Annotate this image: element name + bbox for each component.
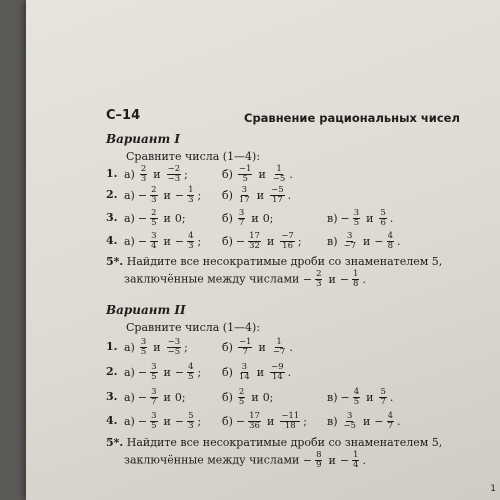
exercise-part [222, 361, 291, 383]
conjunction: и [256, 188, 265, 202]
exercise-part [124, 230, 201, 252]
part-label: б) [222, 340, 233, 354]
punctuation: . [389, 390, 394, 404]
numerator: 5 [380, 207, 386, 218]
numerator: 2 [140, 163, 147, 174]
conjunction: и [251, 390, 259, 404]
fraction [150, 412, 157, 431]
exercise-part [124, 410, 201, 432]
part-label: а) [124, 390, 135, 404]
fraction [280, 232, 295, 251]
numerator: 17 [249, 230, 260, 241]
conjunction: и [163, 414, 171, 428]
exercise-part [222, 207, 273, 229]
denominator: −7 [272, 346, 286, 357]
numerator: −2 [167, 163, 181, 174]
instruction: Сравните числа (1—4): [126, 321, 261, 334]
numerator: 2 [238, 386, 245, 397]
numerator: 3 [241, 184, 248, 195]
punctuation: . [287, 365, 292, 379]
numerator: 4 [188, 361, 194, 372]
fraction [387, 412, 394, 431]
numerator: 1 [188, 184, 194, 195]
denominator: 5 [151, 217, 157, 228]
denominator: 6 [380, 217, 386, 228]
denominator: 32 [249, 240, 260, 251]
numerator: 2 [151, 207, 157, 218]
punctuation: ; [197, 414, 202, 428]
fraction [379, 209, 386, 228]
conjunction: и [266, 414, 275, 428]
numerator: −3 [167, 336, 181, 347]
conjunction: и [163, 365, 171, 379]
denominator: 36 [249, 420, 260, 431]
exercise-number: 3. [106, 211, 118, 224]
fraction [238, 363, 251, 382]
fraction [187, 232, 194, 251]
part-label: б) [222, 167, 233, 181]
exercise-number: 1. [106, 340, 118, 353]
punctuation: ; [184, 167, 188, 181]
punctuation: . [362, 453, 366, 467]
minus-sign: − [302, 272, 313, 286]
punctuation: ; [303, 414, 307, 428]
numerator: 4 [387, 410, 393, 421]
exercise-row [106, 207, 466, 229]
denominator: 7 [151, 396, 157, 407]
exercise-part [124, 163, 188, 185]
bonus-number: 5*. [106, 436, 124, 449]
denominator: 4 [151, 240, 157, 251]
denominator: 3 [188, 420, 194, 431]
punctuation: ; [197, 365, 202, 379]
minus-sign: − [340, 211, 350, 225]
conjunction: и [328, 272, 336, 286]
minus-sign: − [137, 234, 148, 248]
conjunction: и [163, 390, 171, 404]
part-label: в) [327, 211, 338, 225]
value-text: 0; [174, 211, 186, 225]
punctuation: . [362, 272, 366, 286]
fraction [187, 363, 194, 382]
bonus-line-1 [106, 435, 478, 451]
numerator: −11 [281, 410, 300, 421]
exercise-part [222, 386, 273, 408]
conjunction: и [163, 211, 171, 225]
conjunction: и [153, 167, 161, 181]
fraction [238, 338, 253, 357]
exercise-part [124, 386, 186, 408]
exercise-part [124, 184, 201, 206]
fraction [167, 338, 182, 357]
minus-sign: − [302, 453, 313, 467]
numerator: 3 [151, 386, 157, 397]
denominator: 7 [380, 396, 386, 407]
numerator: −9 [271, 361, 284, 372]
variant-title: Вариант II [106, 303, 186, 317]
part-label: а) [124, 188, 135, 202]
minus-sign: − [339, 272, 350, 286]
bonus-text: заключённые между числами [124, 453, 300, 467]
exercise-part [124, 361, 201, 383]
part-label: б) [222, 211, 233, 225]
fraction [379, 388, 386, 407]
numerator: 3 [151, 230, 157, 241]
fraction [140, 165, 147, 184]
denominator: −5 [272, 173, 286, 184]
denominator: 17 [238, 194, 250, 205]
part-label: а) [124, 414, 135, 428]
exercise-part [327, 410, 401, 432]
fraction [248, 412, 261, 431]
punctuation: . [289, 167, 293, 181]
fraction [272, 165, 287, 184]
numerator: 3 [151, 361, 157, 372]
fraction [187, 412, 194, 431]
bonus-text: заключённые между числами [124, 272, 300, 286]
fraction [238, 209, 245, 228]
denominator: 7 [238, 217, 245, 228]
conjunction: и [266, 234, 275, 248]
numerator: 8 [316, 450, 322, 460]
fraction [353, 388, 360, 407]
part-label: б) [222, 390, 233, 404]
fraction [315, 451, 322, 470]
part-label: б) [222, 234, 233, 248]
numerator: 5 [380, 386, 386, 397]
numerator: 17 [249, 410, 260, 421]
fraction [150, 209, 157, 228]
fraction [342, 232, 357, 251]
denominator: −7 [343, 240, 357, 251]
conjunction: и [363, 414, 371, 428]
exercise-part [222, 184, 291, 206]
punctuation: . [389, 211, 394, 225]
part-label: а) [124, 167, 135, 181]
conjunction: и [328, 453, 336, 467]
denominator: 7 [387, 420, 393, 431]
punctuation: . [287, 188, 292, 202]
exercise-part [124, 336, 188, 358]
bonus-exercise [106, 435, 478, 470]
fraction [150, 363, 157, 382]
value-text: 0; [262, 211, 274, 225]
fraction [270, 186, 285, 205]
denominator: −5 [343, 420, 357, 431]
textbook-page [26, 0, 500, 500]
minus-sign: − [137, 390, 148, 404]
exercise-number: 1. [106, 167, 118, 180]
exercise-row [106, 230, 466, 252]
bonus-line-2 [106, 451, 478, 470]
variant-title: Вариант I [106, 132, 181, 146]
fraction [150, 232, 157, 251]
conjunction: и [256, 365, 265, 379]
minus-sign: − [174, 414, 185, 428]
punctuation: ; [184, 340, 188, 354]
conjunction: и [366, 211, 374, 225]
numerator: 4 [387, 230, 393, 241]
fraction [187, 186, 194, 205]
numerator: 4 [188, 230, 194, 241]
minus-sign: − [340, 390, 350, 404]
fraction [352, 270, 359, 289]
numerator: 3 [347, 410, 353, 421]
part-label: б) [222, 365, 233, 379]
fraction [150, 388, 157, 407]
bonus-exercise [106, 254, 478, 289]
part-label: б) [222, 414, 233, 428]
denominator: 3 [188, 240, 194, 251]
fraction [342, 412, 357, 431]
minus-sign: − [374, 234, 384, 248]
minus-sign: − [137, 414, 148, 428]
bonus-text: Найдите все несократимые дроби со знаменателем 5, [126, 255, 443, 268]
part-label: б) [222, 188, 233, 202]
fraction [238, 186, 251, 205]
numerator: 3 [238, 207, 245, 218]
minus-sign: − [174, 188, 185, 202]
denominator: 5 [238, 396, 245, 407]
minus-sign: − [174, 365, 185, 379]
numerator: 1 [276, 336, 282, 347]
fraction [140, 338, 147, 357]
numerator: 4 [353, 386, 360, 397]
minus-sign: − [235, 414, 246, 428]
fraction [272, 338, 287, 357]
denominator: 16 [282, 240, 293, 251]
fraction [238, 388, 245, 407]
punctuation: . [397, 234, 401, 248]
exercise-part [124, 207, 186, 229]
numerator: 3 [353, 207, 360, 218]
numerator: 3 [347, 230, 353, 241]
part-label: а) [124, 211, 135, 225]
part-label: а) [124, 365, 135, 379]
section-title: Сравнение рациональных чисел [244, 111, 460, 125]
fraction [238, 165, 253, 184]
denominator: 5 [353, 217, 360, 228]
denominator: 5 [151, 420, 157, 431]
exercise-part [327, 230, 401, 252]
punctuation: ; [297, 234, 302, 248]
exercise-number: 2. [106, 188, 118, 201]
numerator: 1 [353, 450, 359, 460]
value-text: 0; [262, 390, 274, 404]
conjunction: и [251, 211, 259, 225]
numerator: 3 [241, 361, 248, 372]
punctuation: ; [197, 234, 202, 248]
conjunction: и [163, 188, 171, 202]
denominator: 17 [271, 194, 283, 205]
conjunction: и [258, 340, 266, 354]
exercise-part [222, 336, 293, 358]
fraction [353, 209, 360, 228]
minus-sign: − [339, 453, 350, 467]
part-label: в) [327, 414, 338, 428]
denominator: 4 [353, 460, 359, 470]
numerator: −5 [271, 184, 284, 195]
part-label: а) [124, 340, 135, 354]
bonus-line-2 [106, 270, 478, 289]
fraction [248, 232, 261, 251]
exercise-part [222, 163, 293, 185]
denominator: 7 [242, 346, 248, 357]
numerator: −1 [238, 163, 252, 174]
denominator: 3 [188, 194, 194, 205]
fraction [315, 270, 322, 289]
exercise-row [106, 361, 466, 383]
page-number: 1 [490, 484, 496, 494]
denominator: 5 [140, 346, 147, 357]
fraction [270, 363, 285, 382]
numerator: −1 [238, 336, 252, 347]
punctuation: ; [197, 188, 202, 202]
conjunction: и [153, 340, 161, 354]
punctuation: . [397, 414, 401, 428]
part-label: а) [124, 234, 135, 248]
exercise-number: 4. [106, 234, 118, 247]
minus-sign: − [137, 188, 148, 202]
denominator: 18 [284, 420, 296, 431]
minus-sign: − [137, 211, 148, 225]
exercise-row [106, 336, 466, 358]
exercise-number: 2. [106, 365, 118, 378]
conjunction: и [163, 234, 171, 248]
fraction [167, 165, 182, 184]
instruction: Сравните числа (1—4): [126, 150, 261, 163]
numerator: 3 [140, 336, 147, 347]
numerator: −7 [281, 230, 294, 241]
numerator: 2 [151, 184, 157, 195]
minus-sign: − [137, 365, 148, 379]
denominator: 3 [140, 173, 147, 184]
denominator: −3 [167, 173, 181, 184]
denominator: 3 [151, 194, 157, 205]
minus-sign: − [235, 234, 246, 248]
exercise-row [106, 163, 466, 185]
minus-sign: − [174, 234, 185, 248]
conjunction: и [258, 167, 266, 181]
exercise-part [222, 410, 307, 432]
fraction [150, 186, 157, 205]
denominator: 3 [316, 279, 322, 289]
section-id: С–14 [106, 108, 141, 123]
denominator: 5 [151, 371, 157, 382]
value-text: 0; [174, 390, 186, 404]
bonus-text: Найдите все несократимые дроби со знаменателем 5, [126, 436, 443, 449]
exercise-part [222, 230, 302, 252]
exercise-number: 4. [106, 414, 118, 427]
bonus-number: 5*. [106, 255, 124, 268]
denominator: 5 [353, 396, 360, 407]
numerator: 5 [188, 410, 194, 421]
numerator: 1 [353, 269, 359, 279]
denominator: 14 [238, 371, 250, 382]
part-label: в) [327, 234, 338, 248]
numerator: 3 [151, 410, 157, 421]
fraction [280, 412, 300, 431]
conjunction: и [366, 390, 374, 404]
bonus-line-1 [106, 254, 478, 270]
numerator: 1 [276, 163, 282, 174]
punctuation: . [289, 340, 293, 354]
minus-sign: − [374, 414, 384, 428]
exercise-part [327, 207, 393, 229]
fraction [387, 232, 394, 251]
exercise-row [106, 386, 466, 408]
denominator: −5 [167, 346, 181, 357]
exercise-number: 3. [106, 390, 118, 403]
numerator: 2 [316, 269, 322, 279]
exercise-row [106, 184, 466, 206]
conjunction: и [363, 234, 371, 248]
denominator: 5 [188, 371, 194, 382]
denominator: 5 [242, 173, 248, 184]
denominator: 8 [353, 279, 359, 289]
part-label: в) [327, 390, 338, 404]
denominator: 14 [271, 371, 283, 382]
denominator: 8 [387, 240, 393, 251]
exercise-row [106, 410, 466, 432]
denominator: 9 [316, 460, 322, 470]
exercise-part [327, 386, 393, 408]
fraction [352, 451, 359, 470]
